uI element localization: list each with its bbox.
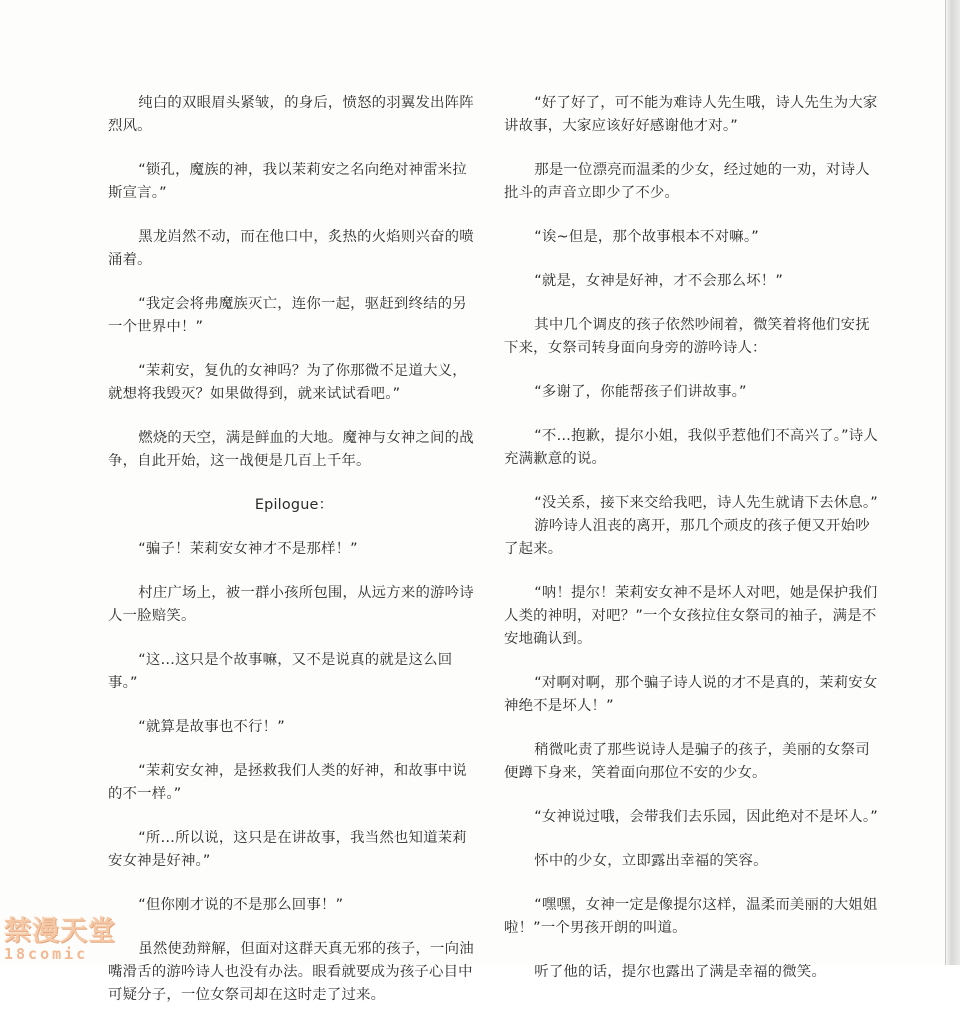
paragraph: 那是一位漂亮而温柔的少女，经过她的一劝，对诗人批斗的声音立即少了不少。 (504, 162, 870, 201)
paragraph: “没关系，接下来交给我吧，诗人先生就请下去休息。” (534, 495, 878, 511)
paragraph: “对啊对啊，那个骗子诗人说的才不是真的，茉莉安女神绝不是坏人！” (504, 675, 878, 714)
paragraph: “我定会将弗魔族灭亡，连你一起，驱赶到终结的另一个世界中！” (108, 296, 467, 335)
site-watermark-logo (4, 918, 116, 964)
paragraph: “所…所以说，这只是在讲故事，我当然也知道茉莉安女神是好神。” (108, 830, 467, 869)
paragraph: “嘿嘿，女神一定是像提尔这样，温柔而美丽的大姐姐啦！”一个男孩开朗的叫道。 (504, 897, 878, 936)
section-heading-epilogue: Epilogue： (254, 497, 334, 513)
paragraph: “骗子！茉莉安女神才不是那样！” (138, 541, 358, 557)
paragraph: “锁孔，魔族的神，我以茉莉安之名向绝对神雷米拉斯宣言。” (108, 162, 467, 201)
paragraph: “好了好了，可不能为难诗人先生哦，诗人先生为大家讲故事，大家应该好好感谢他才对。” (504, 95, 878, 134)
paragraph: 燃烧的天空，满是鲜血的大地。魔神与女神之间的战争，自此开始，这一战便是几百上千年。 (108, 430, 474, 469)
paragraph: 稍微叱责了那些说诗人是骗子的孩子，美丽的女祭司便蹲下身来，笑着面向那位不安的少女。 (504, 742, 870, 781)
paragraph: “女神说过哦，会带我们去乐园，因此绝对不是坏人。” (534, 809, 878, 825)
paragraph: “就算是故事也不行！” (138, 719, 285, 735)
page-edge (946, 0, 960, 965)
paragraph: 黑龙岿然不动，而在他口中，炙热的火焰则兴奋的喷涌着。 (108, 229, 474, 268)
paragraph: “诶~但是，那个故事根本不对嘛。” (534, 229, 759, 245)
left-column (108, 92, 480, 1028)
paragraph: “多谢了，你能帮孩子们讲故事。” (534, 384, 747, 400)
paragraph: “茉莉安女神，是拯救我们人类的好神，和故事中说的不一样。” (108, 763, 467, 802)
paragraph: 村庄广场上，被一群小孩所包围，从远方来的游吟诗人一脸赔笑。 (108, 585, 474, 624)
paragraph: 游吟诗人沮丧的离开，那几个顽皮的孩子便又开始吵了起来。 (504, 518, 870, 557)
paragraph: 纯白的双眼眉头紧皱，的身后，愤怒的羽翼发出阵阵烈风。 (108, 95, 474, 134)
watermark-subtitle: 18comic (4, 945, 89, 963)
paragraph: “但你刚才说的不是那么回事！” (138, 897, 344, 913)
paragraph: 怀中的少女，立即露出幸福的笑容。 (534, 853, 768, 869)
paragraph: “就是，女神是好神，才不会那么坏！” (534, 273, 783, 289)
paragraph: 虽然使劲辩解，但面对这群天真无邪的孩子，一向油嘴滑舌的游吟诗人也没有办法。眼看就要成为孩子心目中可疑分子，一位女祭司却在这时走了过来。 (108, 941, 474, 1003)
paragraph: 听了他的话，提尔也露出了满是幸福的微笑。 (534, 964, 827, 980)
paragraph: “不…抱歉，提尔小姐，我似乎惹他们不高兴了。”诗人充满歉意的说。 (504, 428, 878, 467)
paragraph: “茉莉安，复仇的女神吗？为了你那微不足道大义，就想将我毁灭？如果做得到，就来试试看吧。” (108, 363, 467, 402)
right-column (504, 92, 880, 1005)
paragraph: “呐！提尔！茉莉安女神不是坏人对吧，她是保护我们人类的神明，对吧？”一个女孩拉住女祭司的袖子，满是不安地确认到。 (504, 585, 878, 647)
paragraph: 其中几个调皮的孩子依然吵闹着，微笑着将他们安抚下来，女祭司转身面向身旁的游吟诗人： (504, 317, 870, 356)
paragraph: “这…这只是个故事嘛，又不是说真的就是这么回事。” (108, 652, 453, 691)
watermark-title: 禁漫天堂 (4, 916, 116, 947)
